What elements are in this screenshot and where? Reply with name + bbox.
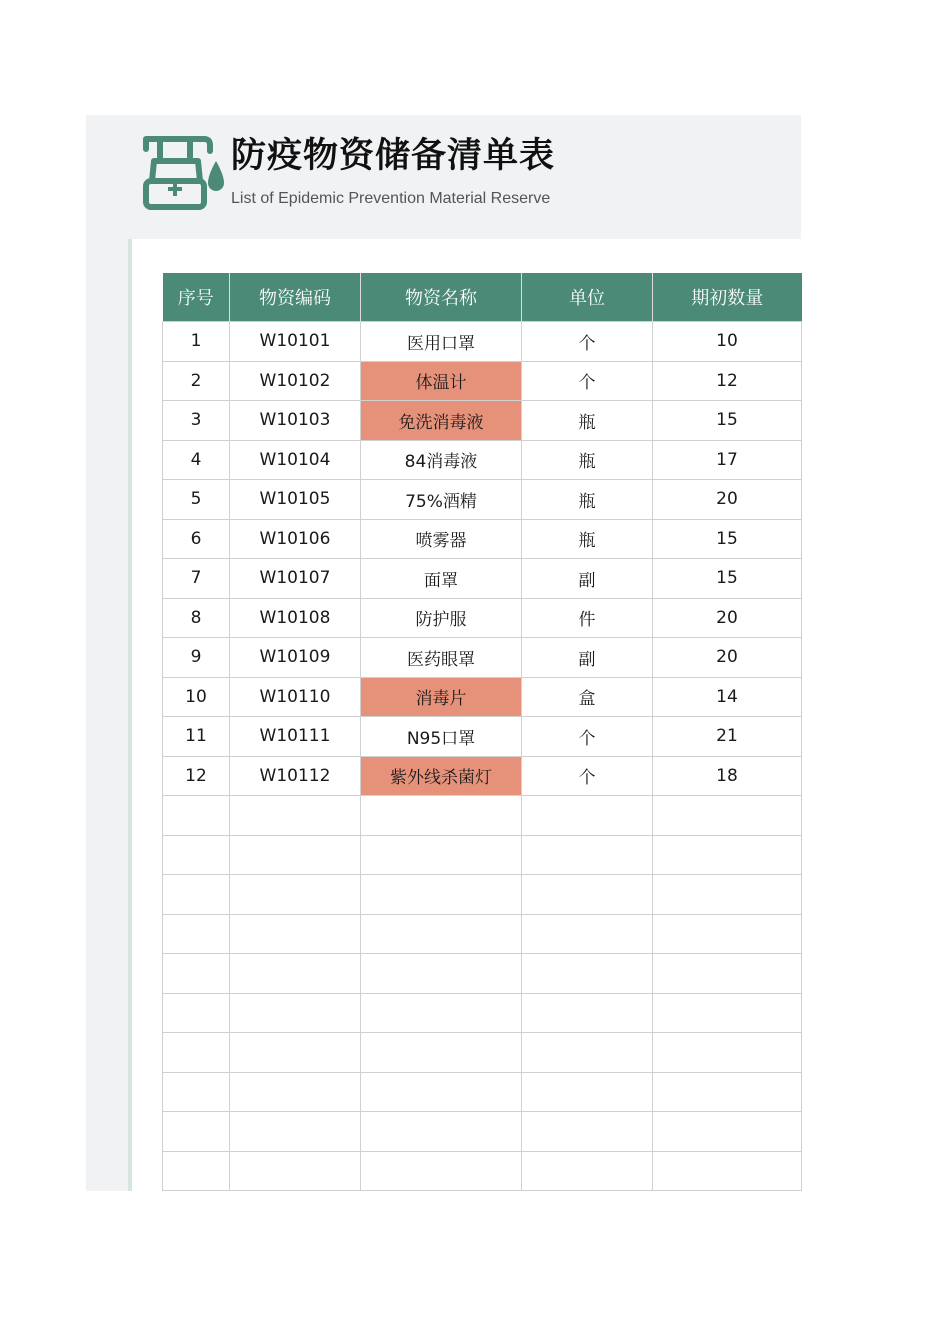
empty-cell bbox=[163, 914, 230, 954]
table-body bbox=[163, 322, 802, 1191]
cell-seq: 10 bbox=[163, 677, 230, 717]
empty-table-row bbox=[163, 993, 802, 1033]
cell-code: W10111 bbox=[230, 717, 361, 757]
col-header-unit: 单位 bbox=[522, 273, 653, 322]
cell-name: 喷雾器 bbox=[361, 519, 522, 559]
empty-cell bbox=[230, 954, 361, 994]
table-row bbox=[163, 717, 802, 757]
empty-cell bbox=[653, 1151, 802, 1191]
page-subtitle: List of Epidemic Prevention Material Reserve bbox=[231, 190, 551, 207]
empty-cell bbox=[230, 796, 361, 836]
table-row bbox=[163, 361, 802, 401]
empty-cell bbox=[522, 1033, 653, 1073]
cell-seq: 8 bbox=[163, 598, 230, 638]
cell-unit: 瓶 bbox=[522, 440, 653, 480]
cell-code: W10107 bbox=[230, 559, 361, 599]
cell-code: W10102 bbox=[230, 361, 361, 401]
empty-cell bbox=[361, 993, 522, 1033]
empty-cell bbox=[361, 954, 522, 994]
cell-qty: 20 bbox=[653, 638, 802, 678]
cell-code: W10101 bbox=[230, 322, 361, 362]
cell-qty: 20 bbox=[653, 598, 802, 638]
empty-cell bbox=[163, 1033, 230, 1073]
cell-unit: 瓶 bbox=[522, 401, 653, 441]
cell-qty: 20 bbox=[653, 480, 802, 520]
cell-qty: 18 bbox=[653, 756, 802, 796]
cell-name: 消毒片 bbox=[361, 677, 522, 717]
empty-cell bbox=[230, 1072, 361, 1112]
empty-cell bbox=[230, 1112, 361, 1152]
empty-table-row bbox=[163, 835, 802, 875]
empty-cell bbox=[522, 1151, 653, 1191]
empty-table-row bbox=[163, 875, 802, 915]
empty-cell bbox=[653, 1112, 802, 1152]
empty-cell bbox=[522, 914, 653, 954]
cell-code: W10105 bbox=[230, 480, 361, 520]
empty-cell bbox=[163, 1072, 230, 1112]
cell-unit: 个 bbox=[522, 322, 653, 362]
cell-name: 免洗消毒液 bbox=[361, 401, 522, 441]
cell-unit: 盒 bbox=[522, 677, 653, 717]
empty-cell bbox=[522, 1072, 653, 1112]
cell-code: W10112 bbox=[230, 756, 361, 796]
cell-unit: 个 bbox=[522, 717, 653, 757]
cell-seq: 1 bbox=[163, 322, 230, 362]
empty-cell bbox=[230, 914, 361, 954]
table-row bbox=[163, 638, 802, 678]
cell-name: 84消毒液 bbox=[361, 440, 522, 480]
table-row bbox=[163, 480, 802, 520]
cell-code: W10108 bbox=[230, 598, 361, 638]
cell-qty: 17 bbox=[653, 440, 802, 480]
empty-cell bbox=[653, 796, 802, 836]
empty-cell bbox=[522, 954, 653, 994]
cell-qty: 15 bbox=[653, 519, 802, 559]
cell-seq: 12 bbox=[163, 756, 230, 796]
empty-cell bbox=[522, 835, 653, 875]
reserve-table bbox=[162, 273, 802, 1191]
empty-table-row bbox=[163, 954, 802, 994]
empty-cell bbox=[522, 993, 653, 1033]
empty-table-row bbox=[163, 1112, 802, 1152]
cell-seq: 5 bbox=[163, 480, 230, 520]
empty-table-row bbox=[163, 796, 802, 836]
empty-cell bbox=[522, 875, 653, 915]
cell-code: W10109 bbox=[230, 638, 361, 678]
table-header-row bbox=[163, 273, 802, 322]
empty-cell bbox=[361, 1033, 522, 1073]
cell-name: 面罩 bbox=[361, 559, 522, 599]
empty-cell bbox=[361, 835, 522, 875]
table-row bbox=[163, 519, 802, 559]
accent-divider bbox=[128, 239, 132, 1191]
cell-seq: 7 bbox=[163, 559, 230, 599]
empty-table-row bbox=[163, 1151, 802, 1191]
empty-cell bbox=[163, 796, 230, 836]
empty-cell bbox=[653, 1033, 802, 1073]
cell-unit: 件 bbox=[522, 598, 653, 638]
col-header-qty: 期初数量 bbox=[653, 273, 802, 322]
cell-code: W10106 bbox=[230, 519, 361, 559]
empty-cell bbox=[230, 1151, 361, 1191]
sanitizer-bottle-icon bbox=[138, 131, 234, 213]
cell-unit: 副 bbox=[522, 559, 653, 599]
cell-qty: 10 bbox=[653, 322, 802, 362]
table-row bbox=[163, 559, 802, 599]
empty-table-row bbox=[163, 914, 802, 954]
col-header-name: 物资名称 bbox=[361, 273, 522, 322]
cell-qty: 12 bbox=[653, 361, 802, 401]
empty-cell bbox=[653, 1072, 802, 1112]
empty-cell bbox=[361, 1072, 522, 1112]
empty-cell bbox=[361, 914, 522, 954]
empty-cell bbox=[230, 993, 361, 1033]
empty-cell bbox=[163, 1112, 230, 1152]
col-header-code: 物资编码 bbox=[230, 273, 361, 322]
empty-cell bbox=[361, 1151, 522, 1191]
empty-cell bbox=[163, 875, 230, 915]
empty-cell bbox=[361, 796, 522, 836]
empty-cell bbox=[653, 954, 802, 994]
cell-seq: 3 bbox=[163, 401, 230, 441]
empty-cell bbox=[230, 1033, 361, 1073]
empty-cell bbox=[163, 993, 230, 1033]
cell-seq: 2 bbox=[163, 361, 230, 401]
empty-cell bbox=[163, 954, 230, 994]
table-row bbox=[163, 322, 802, 362]
cell-code: W10103 bbox=[230, 401, 361, 441]
cell-name: N95口罩 bbox=[361, 717, 522, 757]
empty-cell bbox=[163, 1151, 230, 1191]
cell-code: W10110 bbox=[230, 677, 361, 717]
cell-name: 75%酒精 bbox=[361, 480, 522, 520]
cell-name: 医用口罩 bbox=[361, 322, 522, 362]
empty-table-row bbox=[163, 1072, 802, 1112]
cell-name: 医药眼罩 bbox=[361, 638, 522, 678]
table-row bbox=[163, 677, 802, 717]
empty-cell bbox=[653, 993, 802, 1033]
col-header-seq: 序号 bbox=[163, 273, 230, 322]
cell-seq: 6 bbox=[163, 519, 230, 559]
cell-unit: 个 bbox=[522, 361, 653, 401]
table-row bbox=[163, 440, 802, 480]
cell-seq: 11 bbox=[163, 717, 230, 757]
cell-unit: 副 bbox=[522, 638, 653, 678]
empty-cell bbox=[230, 875, 361, 915]
cell-code: W10104 bbox=[230, 440, 361, 480]
cell-name: 体温计 bbox=[361, 361, 522, 401]
cell-seq: 9 bbox=[163, 638, 230, 678]
cell-name: 防护服 bbox=[361, 598, 522, 638]
empty-cell bbox=[361, 875, 522, 915]
empty-cell bbox=[163, 835, 230, 875]
cell-unit: 瓶 bbox=[522, 519, 653, 559]
empty-cell bbox=[653, 914, 802, 954]
page-title: 防疫物资储备清单表 bbox=[231, 136, 556, 176]
empty-cell bbox=[653, 835, 802, 875]
cell-unit: 个 bbox=[522, 756, 653, 796]
table-row bbox=[163, 756, 802, 796]
empty-table-row bbox=[163, 1033, 802, 1073]
cell-qty: 14 bbox=[653, 677, 802, 717]
cell-qty: 15 bbox=[653, 401, 802, 441]
cell-qty: 15 bbox=[653, 559, 802, 599]
empty-cell bbox=[522, 796, 653, 836]
table-row bbox=[163, 401, 802, 441]
empty-cell bbox=[361, 1112, 522, 1152]
empty-cell bbox=[230, 835, 361, 875]
cell-unit: 瓶 bbox=[522, 480, 653, 520]
cell-qty: 21 bbox=[653, 717, 802, 757]
empty-cell bbox=[653, 875, 802, 915]
table-row bbox=[163, 598, 802, 638]
cell-name: 紫外线杀菌灯 bbox=[361, 756, 522, 796]
cell-seq: 4 bbox=[163, 440, 230, 480]
empty-cell bbox=[522, 1112, 653, 1152]
